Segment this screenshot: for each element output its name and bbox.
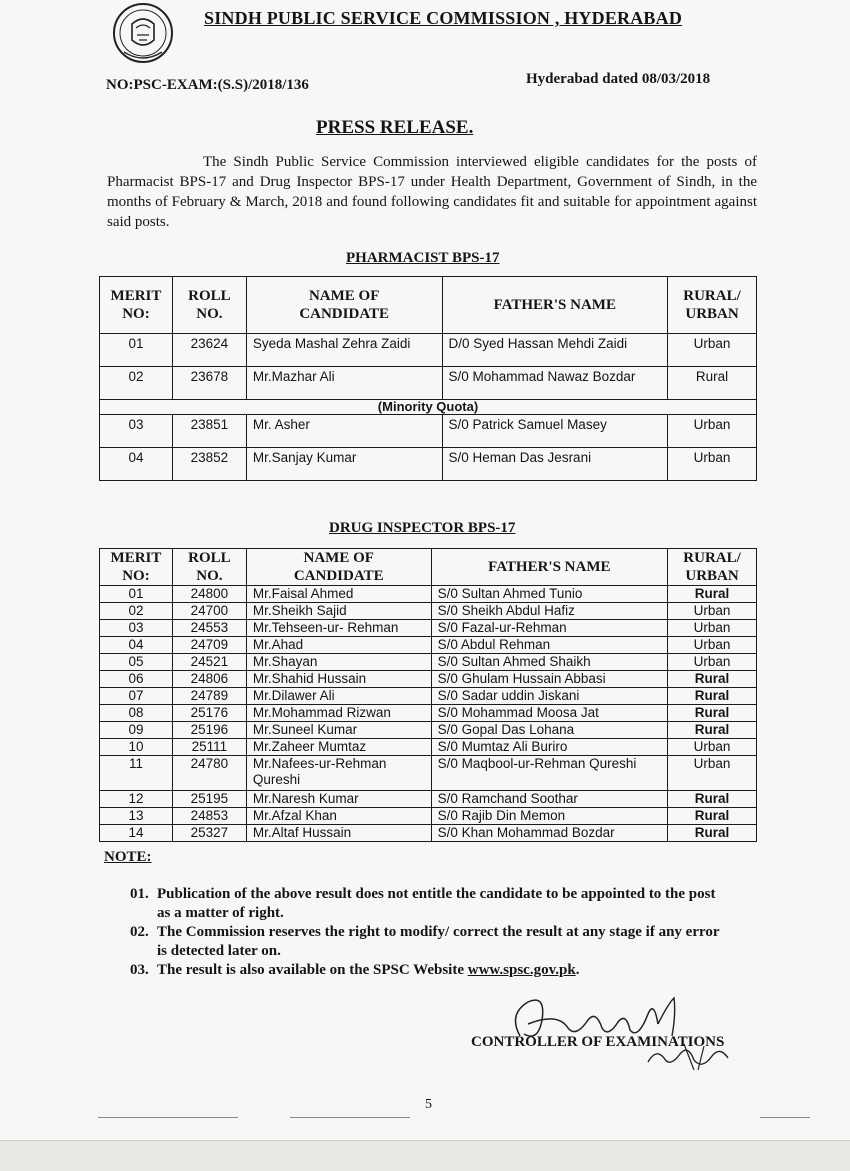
issue-date: Hyderabad dated 08/03/2018 — [526, 71, 711, 87]
website-link[interactable]: www.spsc.gov.pk — [467, 962, 576, 978]
area-cell: Urban — [668, 620, 757, 637]
table-row — [100, 367, 757, 400]
note-text — [157, 961, 730, 980]
table-row — [100, 791, 757, 808]
page-number: 5 — [425, 1097, 432, 1112]
roll-cell: 24853 — [172, 808, 246, 825]
table-row — [100, 586, 757, 603]
name-cell: Mr.Dilawer Ali — [246, 688, 431, 705]
pharmacist-section-title: PHARMACIST BPS-17 — [346, 250, 500, 266]
roll-header: ROLL NO. — [172, 277, 246, 334]
merit-cell: 02 — [100, 367, 173, 400]
roll-cell: 24789 — [172, 688, 246, 705]
father-cell: S/0 Abdul Rehman — [431, 637, 668, 654]
area-cell: Rural — [668, 671, 757, 688]
merit-cell: 12 — [100, 791, 173, 808]
father-cell: S/0 Khan Mohammad Bozdar — [431, 825, 668, 842]
father-cell: S/0 Heman Das Jesrani — [442, 448, 668, 481]
roll-cell: 25111 — [172, 739, 246, 756]
merit-cell: 10 — [100, 739, 173, 756]
name-cell: Mr.Suneel Kumar — [246, 722, 431, 739]
drug-inspector-table — [99, 548, 757, 842]
note-item — [130, 961, 730, 980]
roll-cell: 24800 — [172, 586, 246, 603]
website-suffix: . — [575, 962, 580, 978]
area-cell: Rural — [668, 367, 757, 400]
notes-list — [130, 885, 730, 980]
table-row — [100, 654, 757, 671]
name-cell: Mr.Shayan — [246, 654, 431, 671]
roll-header: ROLL NO. — [172, 549, 246, 586]
name-cell: Mr.Mazhar Ali — [246, 367, 442, 400]
merit-header: MERIT NO: — [100, 549, 173, 586]
note-text: Publication of the above result does not entitle the candidate to be appointed to the post as a matter of right. — [157, 886, 716, 921]
area-cell: Urban — [668, 603, 757, 620]
table-row — [100, 448, 757, 481]
name-cell: Mr.Naresh Kumar — [246, 791, 431, 808]
minority-quota-row — [100, 400, 757, 415]
name-cell: Mr.Zaheer Mumtaz — [246, 739, 431, 756]
roll-cell: 23852 — [172, 448, 246, 481]
name-cell: Mr.Altaf Hussain — [246, 825, 431, 842]
note-text: The Commission reserves the right to modify/ correct the result at any stage if any error is detected later on. — [157, 924, 720, 959]
father-cell: S/0 Sultan Ahmed Tunio — [431, 586, 668, 603]
table-row — [100, 620, 757, 637]
minority-quota-label: (Minority Quota) — [100, 400, 757, 415]
roll-cell: 24709 — [172, 637, 246, 654]
reference-number: NO:PSC-EXAM:(S.S)/2018/136 — [106, 77, 309, 93]
merit-cell: 01 — [100, 586, 173, 603]
area-cell: Urban — [668, 334, 757, 367]
note-item — [130, 885, 730, 923]
area-cell: Rural — [668, 586, 757, 603]
merit-cell: 05 — [100, 654, 173, 671]
table-header-row — [100, 277, 757, 334]
table-header-row — [100, 549, 757, 586]
merit-cell: 09 — [100, 722, 173, 739]
father-cell: S/0 Gopal Das Lohana — [431, 722, 668, 739]
merit-cell: 04 — [100, 448, 173, 481]
name-cell: Mr.Ahad — [246, 637, 431, 654]
merit-header: MERIT NO: — [100, 277, 173, 334]
name-cell: Mr.Tehseen-ur- Rehman — [246, 620, 431, 637]
merit-cell: 04 — [100, 637, 173, 654]
roll-cell: 24806 — [172, 671, 246, 688]
merit-cell: 03 — [100, 620, 173, 637]
area-cell: Rural — [668, 808, 757, 825]
roll-cell: 24553 — [172, 620, 246, 637]
name-cell: Mr.Sheikh Sajid — [246, 603, 431, 620]
name-cell: Mr.Sanjay Kumar — [246, 448, 442, 481]
roll-cell: 25176 — [172, 705, 246, 722]
father-cell: S/0 Ramchand Soothar — [431, 791, 668, 808]
note-text-content: The result is also available on the SPSC Website — [157, 962, 468, 978]
father-cell: S/0 Sadar uddin Jiskani — [431, 688, 668, 705]
roll-cell: 24700 — [172, 603, 246, 620]
note-number: 02. — [130, 924, 149, 940]
footer-line — [760, 1117, 810, 1118]
merit-cell: 11 — [100, 756, 173, 791]
merit-cell: 06 — [100, 671, 173, 688]
merit-cell: 14 — [100, 825, 173, 842]
father-cell: S/0 Mohammad Nawaz Bozdar — [442, 367, 668, 400]
table-row — [100, 808, 757, 825]
press-release-heading: PRESS RELEASE. — [316, 117, 474, 138]
name-header: NAME OF CANDIDATE — [246, 277, 442, 334]
father-cell: S/0 Sheikh Abdul Hafiz — [431, 603, 668, 620]
table-row — [100, 705, 757, 722]
page-edge — [0, 1140, 850, 1171]
merit-cell: 03 — [100, 415, 173, 448]
merit-cell: 08 — [100, 705, 173, 722]
roll-cell: 24780 — [172, 756, 246, 791]
table-row — [100, 739, 757, 756]
table-row — [100, 334, 757, 367]
area-cell: Rural — [668, 722, 757, 739]
father-header: FATHER'S NAME — [431, 549, 668, 586]
name-cell: Mr.Shahid Hussain — [246, 671, 431, 688]
father-cell: S/0 Ghulam Hussain Abbasi — [431, 671, 668, 688]
father-cell: S/0 Patrick Samuel Masey — [442, 415, 668, 448]
footer-line — [98, 1117, 238, 1118]
table-row — [100, 722, 757, 739]
table-row — [100, 603, 757, 620]
merit-cell: 07 — [100, 688, 173, 705]
note-number: 01. — [130, 886, 149, 902]
roll-cell: 23624 — [172, 334, 246, 367]
area-cell: Urban — [668, 756, 757, 791]
footer-line — [290, 1117, 410, 1118]
father-cell: S/0 Fazal-ur-Rehman — [431, 620, 668, 637]
name-cell: Syeda Mashal Zehra Zaidi — [246, 334, 442, 367]
father-header: FATHER'S NAME — [442, 277, 668, 334]
area-cell: Urban — [668, 637, 757, 654]
handwritten-signature — [498, 984, 758, 1074]
note-item — [130, 923, 730, 961]
note-number: 03. — [130, 962, 149, 978]
father-cell: S/0 Mumtaz Ali Buriro — [431, 739, 668, 756]
father-cell: S/0 Mohammad Moosa Jat — [431, 705, 668, 722]
table-row — [100, 688, 757, 705]
table-row — [100, 756, 757, 791]
roll-cell: 23851 — [172, 415, 246, 448]
roll-cell: 25327 — [172, 825, 246, 842]
area-cell: Urban — [668, 739, 757, 756]
merit-cell: 01 — [100, 334, 173, 367]
father-cell: S/0 Maqbool-ur-Rehman Qureshi — [431, 756, 668, 791]
area-cell: Urban — [668, 654, 757, 671]
drug-inspector-rows — [100, 586, 757, 842]
table-row — [100, 671, 757, 688]
intro-paragraph: The Sindh Public Service Commission interviewed eligible candidates for the posts of Pharmacist BPS-17 and Drug Inspector BPS-17 under Health Department, Government of Sindh, in the months of February & March, 2018 and found following candidates fit and suitable for appointment against said posts. — [107, 154, 757, 230]
area-cell: Urban — [668, 415, 757, 448]
father-cell: D/0 Syed Hassan Mehdi Zaidi — [442, 334, 668, 367]
father-cell: S/0 Rajib Din Memon — [431, 808, 668, 825]
name-cell: Mr. Asher — [246, 415, 442, 448]
roll-cell: 23678 — [172, 367, 246, 400]
roll-cell: 25196 — [172, 722, 246, 739]
commission-seal-logo — [112, 2, 174, 64]
pharmacist-table — [99, 276, 757, 481]
area-cell: Rural — [668, 825, 757, 842]
roll-cell: 24521 — [172, 654, 246, 671]
table-row — [100, 825, 757, 842]
area-cell: Rural — [668, 791, 757, 808]
area-header: RURAL/ URBAN — [668, 277, 757, 334]
table-row — [100, 637, 757, 654]
area-cell: Rural — [668, 705, 757, 722]
father-cell: S/0 Sultan Ahmed Shaikh — [431, 654, 668, 671]
table-row — [100, 415, 757, 448]
name-cell: Mr.Afzal Khan — [246, 808, 431, 825]
name-cell: Mr.Faisal Ahmed — [246, 586, 431, 603]
area-cell: Urban — [668, 448, 757, 481]
merit-cell: 02 — [100, 603, 173, 620]
name-cell: Mr.Mohammad Rizwan — [246, 705, 431, 722]
roll-cell: 25195 — [172, 791, 246, 808]
drug-inspector-section-title: DRUG INSPECTOR BPS-17 — [329, 520, 516, 536]
merit-cell: 13 — [100, 808, 173, 825]
area-cell: Rural — [668, 688, 757, 705]
name-cell: Mr.Nafees-ur-Rehman Qureshi — [246, 756, 431, 791]
area-header: RURAL/ URBAN — [668, 549, 757, 586]
organization-title: SINDH PUBLIC SERVICE COMMISSION , HYDERABAD — [204, 8, 683, 28]
name-header: NAME OF CANDIDATE — [246, 549, 431, 586]
signatory-title: CONTROLLER OF EXAMINATIONS — [471, 1034, 725, 1050]
note-label: NOTE: — [104, 849, 152, 865]
